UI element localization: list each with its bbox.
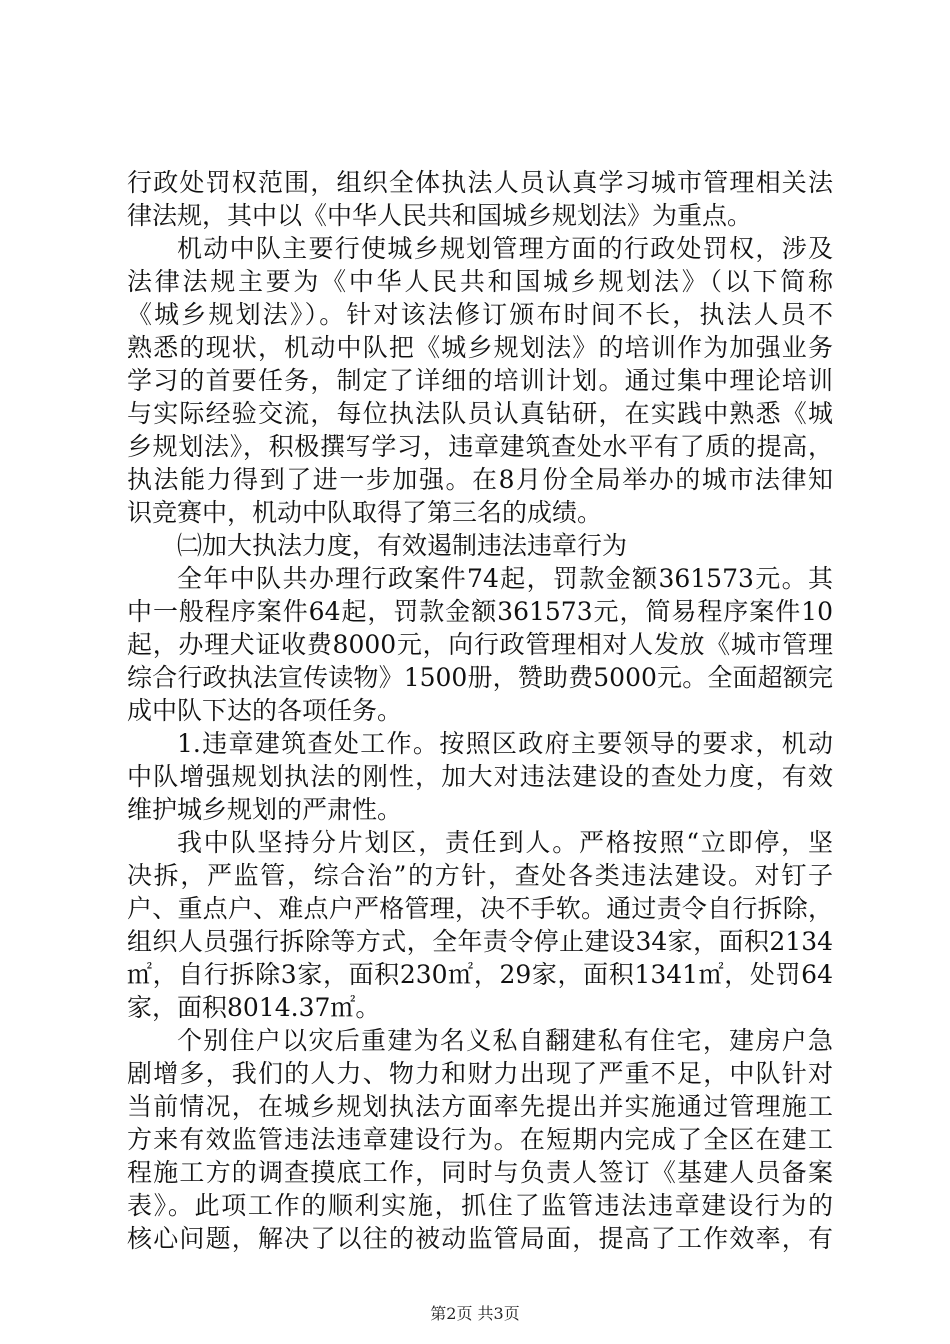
- text-line: 成中队下达的各项任务。: [127, 696, 403, 725]
- text-line: 起，办理犬证收费8000元，向行政管理相对人发放《城市管理: [127, 630, 833, 659]
- text-line: 中队增强规划执法的刚性，加大对违法建设的查处力度，有效: [127, 762, 833, 791]
- text-line: 核心问题，解决了以往的被动监管局面，提高了工作效率，有: [127, 1224, 833, 1253]
- text-line: 当前情况，在城乡规划执法方面率先提出并实施通过管理施工: [127, 1092, 833, 1121]
- page-footer: 第2页 共3页: [430, 1304, 520, 1323]
- text-line: 户、重点户、难点户严格管理，决不手软。通过责令自行拆除，: [127, 894, 833, 923]
- text-line: 熟悉的现状，机动中队把《城乡规划法》的培训作为加强业务: [127, 333, 833, 362]
- text-line: 全年中队共办理行政案件74起，罚款金额361573元。其: [177, 564, 833, 593]
- text-line: 综合行政执法宣传读物》1500册，赞助费5000元。全面超额完: [127, 663, 833, 692]
- text-line: 行政处罚权范围，组织全体执法人员认真学习城市管理相关法: [127, 168, 833, 197]
- text-line: 1.违章建筑查处工作。按照区政府主要领导的要求，机动: [177, 729, 833, 758]
- text-line: 中一般程序案件64起，罚款金额361573元，简易程序案件10: [127, 597, 833, 626]
- text-line: ㎡，自行拆除3家，面积230㎡，29家，面积1341㎡，处罚64: [127, 960, 833, 989]
- document-body: [127, 166, 833, 1255]
- text-line: 维护城乡规划的严肃性。: [127, 795, 403, 824]
- text-line: 方来有效监管违法违章建设行为。在短期内完成了全区在建工: [127, 1125, 833, 1154]
- text-line: 决拆，严监管，综合治”的方针，查处各类违法建设。对钉子: [127, 861, 833, 890]
- text-line: 表》。此项工作的顺利实施，抓住了监管违法违章建设行为的: [127, 1191, 833, 1220]
- text-line: 乡规划法》，积极撰写学习，违章建筑查处水平有了质的提高，: [127, 432, 833, 461]
- text-line: 执法能力得到了进一步加强。在8月份全局举办的城市法律知: [127, 465, 833, 494]
- text-line: 识竞赛中，机动中队取得了第三名的成绩。: [127, 498, 603, 527]
- text-line: 《城乡规划法》）。针对该法修订颁布时间不长，执法人员不: [127, 300, 833, 329]
- text-line: 法律法规主要为《中华人民共和国城乡规划法》（以下简称: [127, 267, 833, 296]
- text-line: 我中队坚持分片划区，责任到人。严格按照“立即停，坚: [177, 828, 833, 857]
- text-line: 家，面积8014.37㎡。: [127, 993, 381, 1022]
- text-line: 剧增多，我们的人力、物力和财力出现了严重不足，中队针对: [127, 1059, 833, 1088]
- text-line: 律法规，其中以《中华人民共和国城乡规划法》为重点。: [127, 201, 753, 230]
- text-line: 个别住户以灾后重建为名义私自翻建私有住宅，建房户急: [177, 1026, 833, 1055]
- text-line: 学习的首要任务，制定了详细的培训计划。通过集中理论培训: [127, 366, 833, 395]
- text-line: ㈡加大执法力度，有效遏制违法违章行为: [177, 531, 628, 560]
- text-line: 程施工方的调查摸底工作，同时与负责人签订《基建人员备案: [127, 1158, 833, 1187]
- text-line: 与实际经验交流，每位执法队员认真钻研，在实践中熟悉《城: [127, 399, 833, 428]
- text-line: 组织人员强行拆除等方式，全年责令停止建设34家，面积2134: [127, 927, 833, 956]
- text-line: 机动中队主要行使城乡规划管理方面的行政处罚权，涉及: [177, 234, 833, 263]
